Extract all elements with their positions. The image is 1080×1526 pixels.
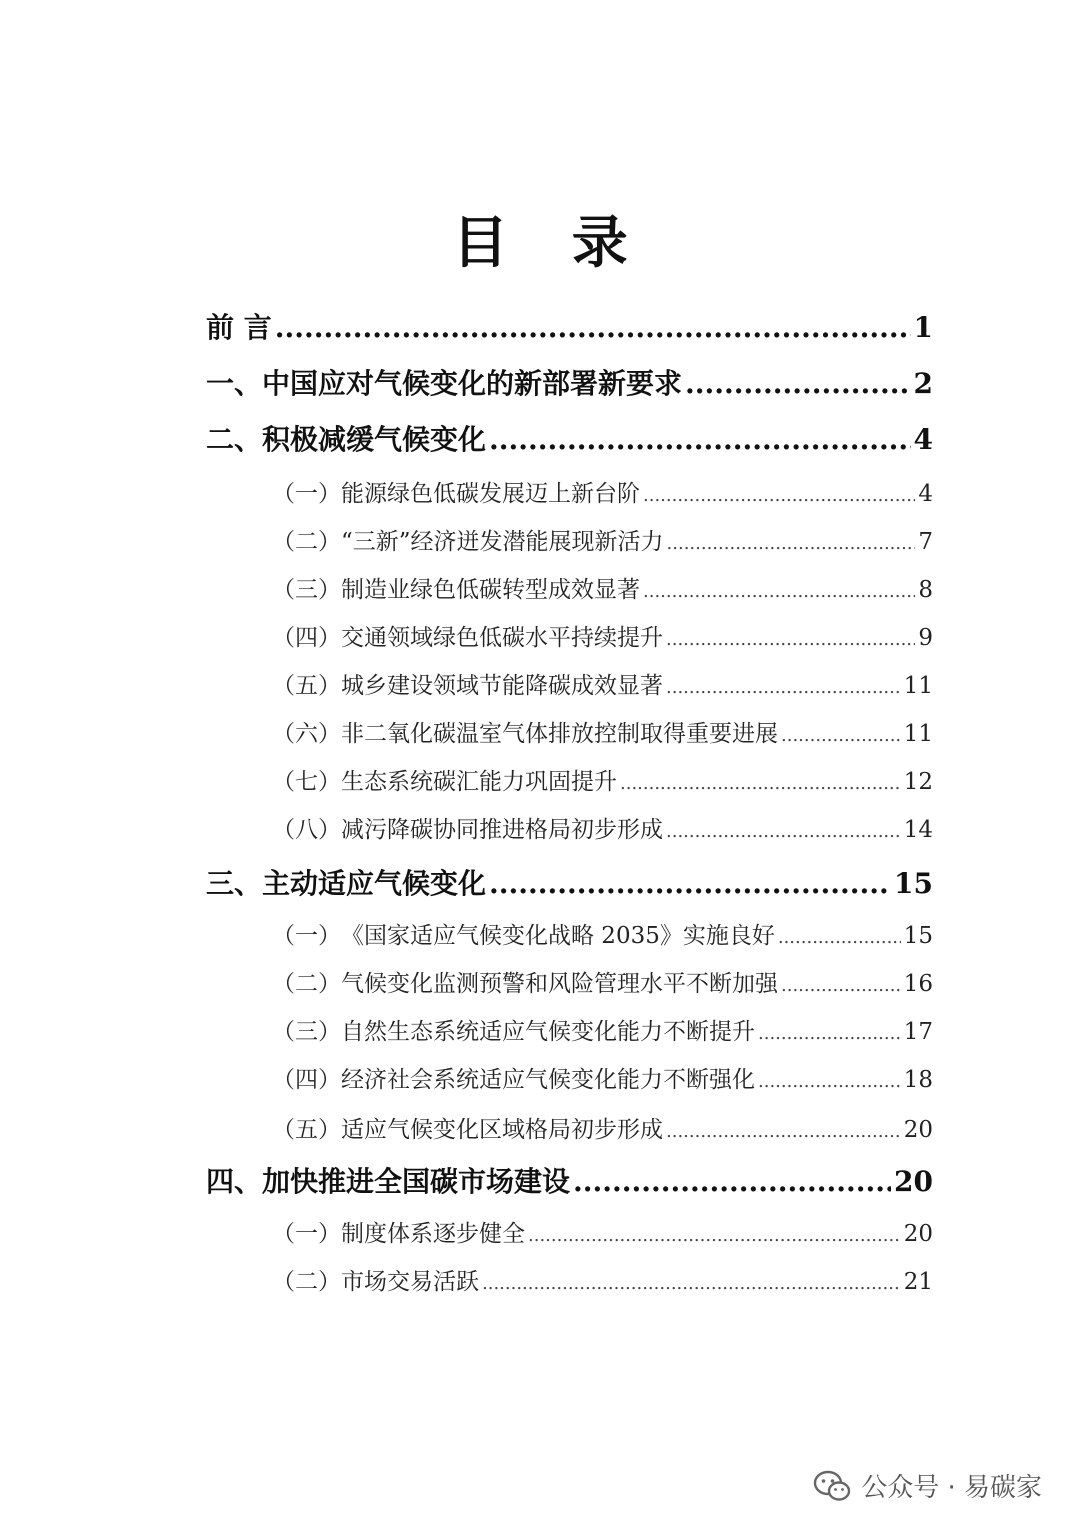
toc-sub-number: （六） — [272, 721, 341, 747]
toc-sub-number: （一） — [272, 923, 341, 949]
toc-leader — [666, 1112, 901, 1150]
toc-leader — [573, 1162, 891, 1202]
toc-entry-4-1[interactable] — [272, 1216, 933, 1252]
toc-page-number: 12 — [903, 769, 933, 795]
toc-entry-section-4[interactable] — [206, 1162, 933, 1202]
toc-label: 非二氧化碳温室气体排放控制取得重要进展 — [341, 721, 778, 747]
toc-page-number: 4 — [913, 423, 933, 456]
toc-label: 适应气候变化区域格局初步形成 — [341, 1117, 663, 1143]
toc-leader — [275, 308, 911, 348]
toc-leader — [781, 966, 901, 1004]
toc-label: 三、主动适应气候变化 — [206, 867, 487, 900]
toc-label: 能源绿色低碳发展迈上新台阶 — [341, 481, 640, 507]
toc-sub-number: （三） — [272, 577, 341, 603]
toc-entry-2-3[interactable] — [272, 572, 933, 608]
toc-label: “三新”经济迸发潜能展现新活力 — [341, 529, 664, 555]
toc-label: 自然生态系统适应气候变化能力不断提升 — [341, 1019, 755, 1045]
toc-leader — [528, 1216, 901, 1254]
toc-entry-2-8[interactable] — [272, 812, 933, 848]
toc-entry-2-2[interactable] — [272, 524, 933, 560]
toc-entry-3-1[interactable] — [272, 918, 933, 954]
toc-entry-2-1[interactable] — [272, 476, 933, 512]
toc-leader — [758, 1014, 901, 1052]
toc-sub-number: （三） — [272, 1019, 341, 1045]
toc-entry-2-6[interactable] — [272, 716, 933, 752]
toc-leader — [666, 620, 915, 658]
toc-page-number: 9 — [918, 625, 933, 651]
toc-entry-section-3[interactable] — [206, 864, 933, 904]
toc-leader — [620, 764, 901, 802]
toc-label: 经济社会系统适应气候变化能力不断强化 — [341, 1067, 755, 1093]
toc-page-number: 8 — [918, 577, 933, 603]
toc-page-number: 14 — [903, 817, 933, 843]
toc-label: 《国家适应气候变化战略 2035》实施良好 — [341, 923, 775, 949]
toc-entry-2-5[interactable] — [272, 668, 933, 704]
toc-sub-number: （一） — [272, 1221, 341, 1247]
toc-leader — [666, 812, 901, 850]
toc-page-number: 7 — [918, 529, 933, 555]
page-title: 目 录 — [452, 210, 650, 276]
toc-leader — [643, 572, 915, 610]
toc-leader — [489, 864, 891, 904]
toc-entry-2-7[interactable] — [272, 764, 933, 800]
toc-label: 减污降碳协同推进格局初步形成 — [341, 817, 663, 843]
toc-page-number: 21 — [903, 1269, 933, 1295]
toc-page-number: 17 — [903, 1019, 933, 1045]
toc-leader — [781, 716, 901, 754]
toc-label: 生态系统碳汇能力巩固提升 — [341, 769, 617, 795]
toc-page-number: 16 — [903, 971, 933, 997]
toc-label: 城乡建设领域节能降碳成效显著 — [341, 673, 663, 699]
toc-page-number: 11 — [903, 673, 933, 699]
toc-leader — [666, 668, 901, 706]
toc-sub-number: （二） — [272, 529, 341, 555]
toc-label: 四、加快推进全国碳市场建设 — [206, 1165, 571, 1198]
toc-label: 市场交易活跃 — [341, 1269, 479, 1295]
toc-label: 一、中国应对气候变化的新部署新要求 — [206, 367, 683, 400]
toc-entry-3-4[interactable] — [272, 1062, 933, 1098]
toc-page-number: 20 — [894, 1165, 933, 1198]
toc-page-number: 18 — [903, 1067, 933, 1093]
wechat-icon — [813, 1470, 851, 1502]
toc-label: 制造业绿色低碳转型成效显著 — [341, 577, 640, 603]
toc-entry-4-2[interactable] — [272, 1264, 933, 1300]
toc-page-number: 2 — [913, 367, 933, 400]
toc-sub-number: （二） — [272, 1269, 341, 1295]
toc-sub-number: （七） — [272, 769, 341, 795]
toc-page-number: 15 — [894, 867, 933, 900]
toc-sub-number: （一） — [272, 481, 341, 507]
toc-leader — [667, 524, 916, 562]
toc-leader — [643, 476, 915, 514]
toc-sub-number: （四） — [272, 625, 341, 651]
toc-entry-section-2[interactable] — [206, 420, 933, 460]
toc-leader — [685, 364, 911, 404]
toc-sub-number: （五） — [272, 1117, 341, 1143]
toc-entry-2-4[interactable] — [272, 620, 933, 656]
toc-label: 制度体系逐步健全 — [341, 1221, 525, 1247]
toc-entry-3-3[interactable] — [272, 1014, 933, 1050]
toc-page-number: 4 — [918, 481, 933, 507]
toc-entry-section-1[interactable] — [206, 364, 933, 404]
toc-label: 交通领域绿色低碳水平持续提升 — [341, 625, 663, 651]
toc-leader — [482, 1264, 901, 1302]
toc-page-number: 20 — [903, 1117, 933, 1143]
toc-leader — [758, 1062, 901, 1100]
toc-leader — [489, 420, 911, 460]
toc-entry-preface[interactable] — [206, 308, 933, 348]
toc-label: 二、积极减缓气候变化 — [206, 423, 487, 456]
toc-sub-number: （八） — [272, 817, 341, 843]
toc-sub-number: （四） — [272, 1067, 341, 1093]
toc-page-number: 20 — [903, 1221, 933, 1247]
toc-label: 气候变化监测预警和风险管理水平不断加强 — [341, 971, 778, 997]
toc-sub-number: （五） — [272, 673, 341, 699]
toc-leader — [778, 918, 901, 956]
toc-entry-3-2[interactable] — [272, 966, 933, 1002]
toc-entry-3-5[interactable] — [272, 1112, 933, 1148]
toc-sub-number: （二） — [272, 971, 341, 997]
toc-page-number: 15 — [903, 923, 933, 949]
toc-page-number: 1 — [913, 311, 933, 344]
watermark-text: 公众号 · 易碳家 — [861, 1473, 1042, 1503]
toc-label: 前 言 — [206, 311, 272, 344]
watermark — [813, 1467, 1042, 1504]
toc-page-number: 11 — [903, 721, 933, 747]
